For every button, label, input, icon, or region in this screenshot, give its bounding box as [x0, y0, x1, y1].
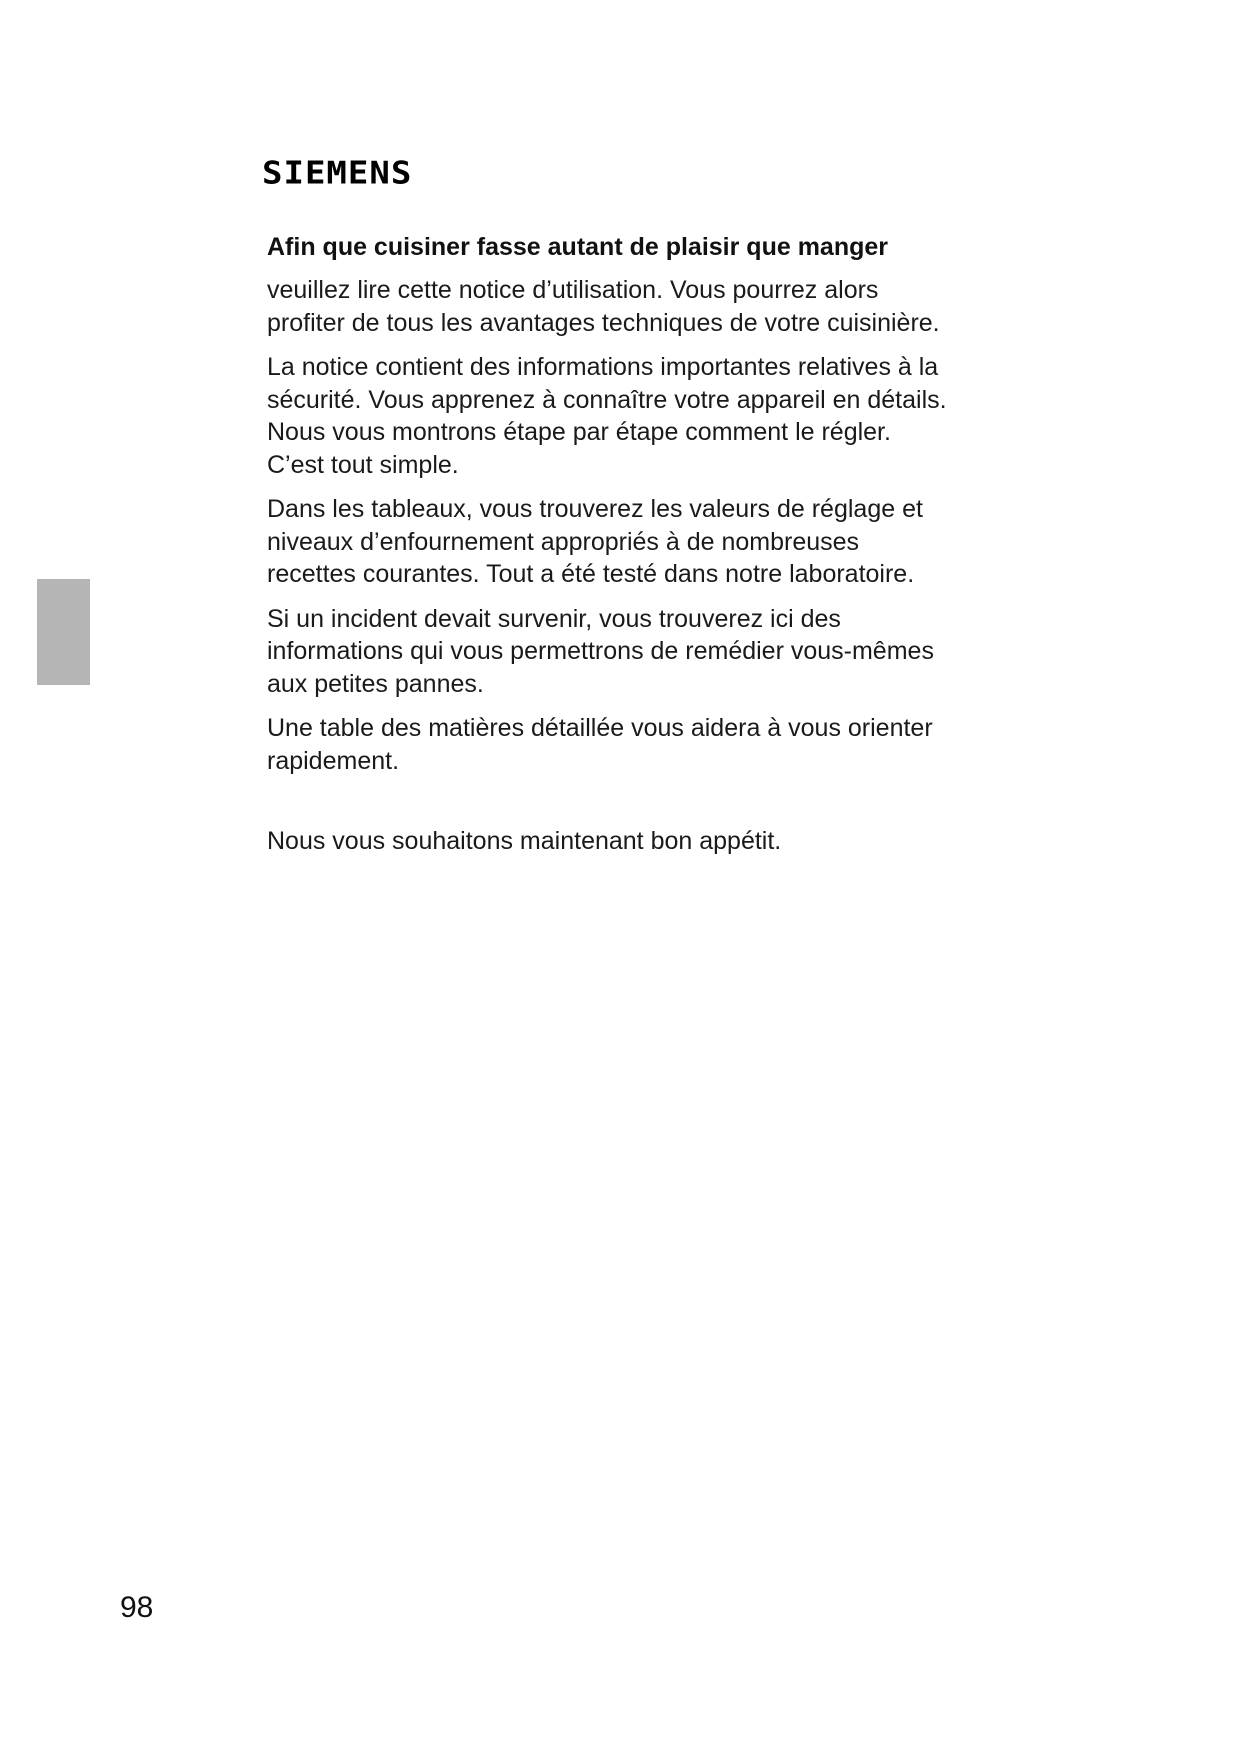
paragraph: Dans les tableaux, vous trouverez les valeurs de réglage et niveaux d’enfournement appropriés à de nombreuses recettes courantes. Tout a été testé dans notre laboratoire.	[267, 495, 923, 588]
paragraph: La notice contient des informations importantes relatives à la sécurité. Vous apprenez à connaître votre appareil en détails. Nous vous montrons étape par étape comment le régler. C’est tout simple.	[267, 353, 947, 479]
paragraph: veuillez lire cette notice d’utilisation. Vous pourrez alors profiter de tous les avantages techniques de votre cuisinière.	[267, 276, 940, 337]
page-number: 98	[120, 1591, 154, 1624]
chapter-side-tab	[37, 579, 90, 685]
paragraph: Si un incident devait survenir, vous trouverez ici des informations qui vous permettrons de remédier vous-mêmes aux petites pannes.	[267, 604, 934, 698]
intro-text-block	[267, 230, 1007, 870]
siemens-logo: SIEMENS	[262, 155, 413, 192]
intro-heading: Afin que cuisiner fasse autant de plaisir que manger	[267, 233, 888, 261]
paragraph: Une table des matières détaillée vous aidera à vous orienter rapidement.	[267, 714, 933, 775]
closing-line: Nous vous souhaitons maintenant bon appétit.	[267, 827, 782, 855]
